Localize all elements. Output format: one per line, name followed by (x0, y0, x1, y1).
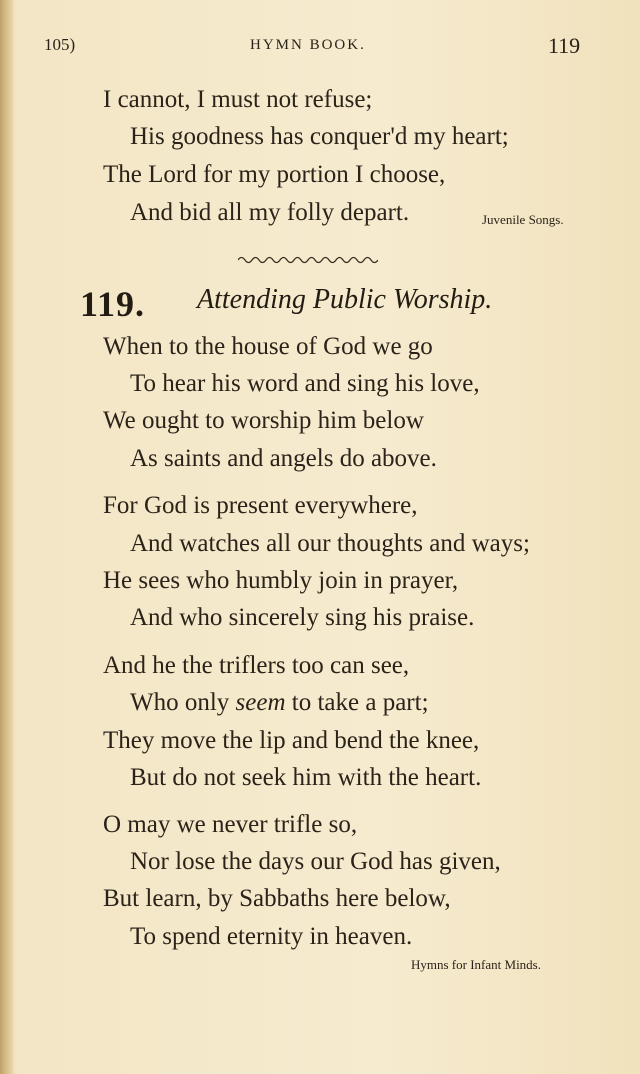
verse-line: For God is present everywhere, (103, 492, 418, 519)
verse-line: As saints and angels do above. (130, 445, 437, 472)
page-number: 119 (548, 33, 581, 58)
verse-line: And he the triflers too can see, (103, 652, 410, 679)
verse-line: But learn, by Sabbaths here below, (103, 885, 451, 912)
verse-line: To spend eternity in heaven. (130, 923, 413, 950)
running-head (0, 33, 640, 63)
verse-line-with-emphasis: Who only seem to take a part; (130, 689, 429, 716)
verse-line: To hear his word and sing his love, (130, 370, 480, 397)
previous-hymn-attribution: Juvenile Songs. (482, 212, 564, 227)
previous-hymn-reference: 105) (44, 35, 76, 54)
ornamental-rule (238, 254, 378, 266)
hymn-number: 119. (80, 284, 146, 324)
verse-line: And watches all our thoughts and ways; (130, 530, 530, 557)
page-gutter (0, 0, 13, 1074)
verse-line: They move the lip and bend the knee, (103, 727, 480, 754)
verse-line: And bid all my folly depart. (130, 199, 410, 226)
hymn-title: Attending Public Worship. (197, 284, 493, 315)
emphasized-word: seem (235, 689, 286, 716)
verse-line: Nor lose the days our God has given, (130, 848, 501, 875)
verse-line: O may we never trifle so, (103, 811, 358, 838)
verse-line: His goodness has conquer'd my heart; (130, 123, 509, 150)
verse-line: When to the house of God we go (103, 333, 433, 360)
verse-line: And who sincerely sing his praise. (130, 604, 475, 631)
book-title: HYMN BOOK. (250, 37, 366, 53)
verse-line: He sees who humbly join in prayer, (103, 567, 459, 594)
hymn-attribution: Hymns for Infant Minds. (411, 957, 541, 972)
verse-line: I cannot, I must not refuse; (103, 86, 373, 113)
verse-line: The Lord for my portion I choose, (103, 161, 446, 188)
verse-line: But do not seek him with the heart. (130, 764, 482, 791)
verse-line: We ought to worship him below (103, 407, 424, 434)
